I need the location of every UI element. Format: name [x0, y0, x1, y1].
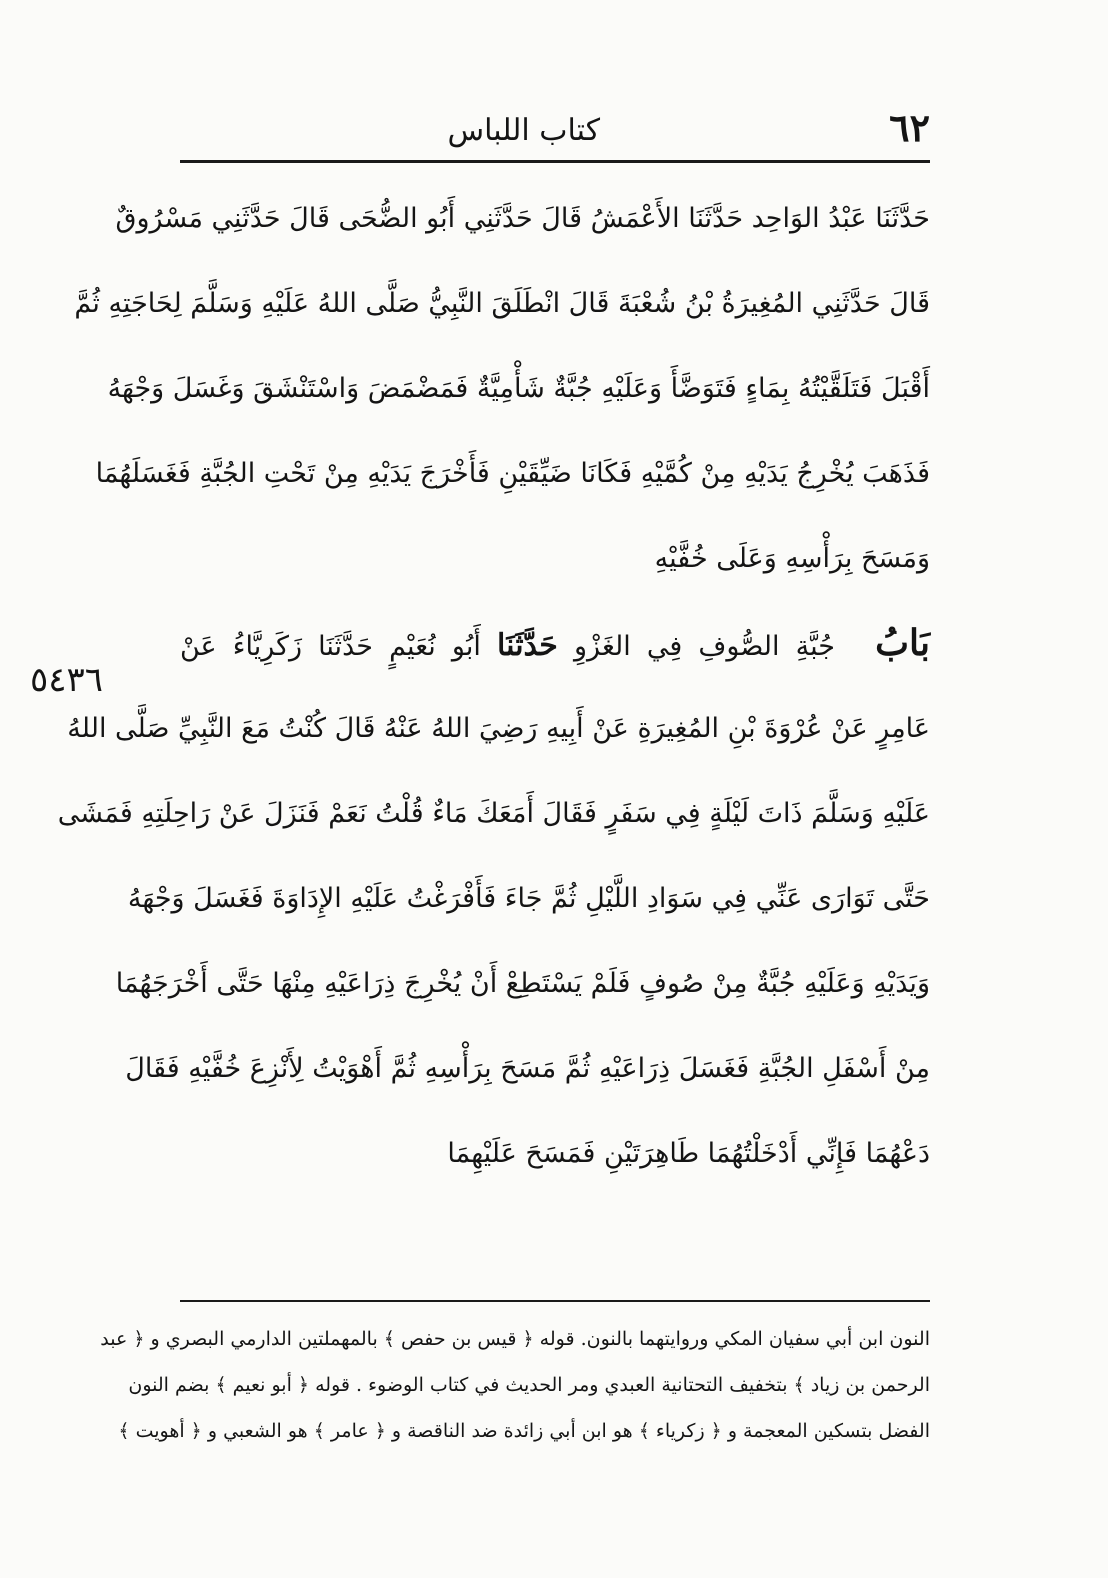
running-title: كتاب اللباس	[447, 113, 600, 148]
footnote-rule	[180, 1300, 930, 1302]
text-line: دَعْهُمَا فَإِنِّي أَدْخَلْتُهُمَا طَاهِرَتَيْنِ فَمَسَحَ عَلَيْهِمَا	[447, 1138, 930, 1169]
text-line: وَمَسَحَ بِرَأْسِهِ وَعَلَى خُفَّيْهِ	[654, 543, 930, 574]
text-line: عَلَيْهِ وَسَلَّمَ ذَاتَ لَيْلَةٍ فِي سَفَرٍ فَقَالَ أَمَعَكَ مَاءٌ قُلْتُ نَعَمْ فَنَزَلَ عَنْ رَاحِلَتِهِ فَمَشَى	[57, 798, 930, 829]
hadith-number: ٥٤٣٦	[30, 660, 104, 700]
text-line: قَالَ حَدَّثَنِي المُغِيرَةُ بْنُ شُعْبَةَ قَالَ انْطَلَقَ النَّبِيُّ صَلَّى اللهُ عَلَيْهِ وَسَلَّمَ لِحَاجَتِهِ ثُمَّ	[74, 288, 930, 319]
footnote-line: الرحمن بن زياد ﴾ بتخفيف التحتانية العبدي ومر الحديث في كتاب الوضوء . قوله ﴿ أبو نعيم ﴾ بضم النون	[128, 1374, 930, 1396]
text-line: وَيَدَيْهِ وَعَلَيْهِ جُبَّةٌ مِنْ صُوفٍ فَلَمْ يَسْتَطِعْ أَنْ يُخْرِجَ ذِرَاعَيْهِ مِنْهَا حَتَّى أَخْرَجَهُمَا	[115, 968, 930, 999]
text-line: فَذَهَبَ يُخْرِجُ يَدَيْهِ مِنْ كُمَّيْهِ فَكَانَا ضَيِّقَيْنِ فَأَخْرَجَ يَدَيْهِ مِنْ تَحْتِ الجُبَّةِ فَغَسَلَهُمَا	[95, 458, 930, 489]
header-rule	[180, 160, 930, 163]
text-line: مِنْ أَسْفَلِ الجُبَّةِ فَغَسَلَ ذِرَاعَيْهِ ثُمَّ مَسَحَ بِرَأْسِهِ ثُمَّ أَهْوَيْتُ لِأَنْزِعَ خُفَّيْهِ فَقَالَ	[125, 1053, 930, 1084]
text-line: أَقْبَلَ فَتَلَقَّيْتُهُ بِمَاءٍ فَتَوَضَّأَ وَعَلَيْهِ جُبَّةٌ شَأْمِيَّةٌ فَمَضْمَضَ وَاسْتَنْشَقَ وَغَسَلَ وَجْهَهُ	[107, 373, 930, 404]
page-number: ٦٢	[889, 105, 930, 150]
text-line: عَامِرٍ عَنْ عُرْوَةَ بْنِ المُغِيرَةِ عَنْ أَبِيهِ رَضِيَ اللهُ عَنْهُ قَالَ كُنْتُ مَعَ النَّبِيِّ صَلَّى اللهُ	[67, 713, 930, 744]
page-header	[180, 100, 930, 156]
footnotes	[100, 1316, 930, 1454]
text-line: حَتَّى تَوَارَى عَنِّي فِي سَوَادِ اللَّيْلِ ثُمَّ جَاءَ فَأَفْرَغْتُ عَلَيْهِ الإِدَاوَةَ فَغَسَلَ وَجْهَهُ	[127, 883, 930, 914]
footnote-line: النون ابن أبي سفيان المكي وروايتهما بالنون. قوله ﴿ قيس بن حفص ﴾ بالمهملتين الدارمي البصري و ﴿ عبد	[100, 1328, 930, 1350]
text-line: حَدَّثَنَا عَبْدُ الوَاحِد حَدَّثَنَا الأَعْمَشُ قَالَ حَدَّثَنِي أَبُو الضُّحَى قَالَ حَدَّثَنِي مَسْرُوقٌ	[115, 203, 930, 234]
bab-heading: بَابُ	[875, 622, 930, 664]
bab-title: جُبَّةِ الصُّوفِ فِي الغَزْوِ	[574, 631, 835, 662]
haddathana-mark: حَدَّثَنَا	[497, 628, 558, 663]
bab-line	[180, 601, 930, 686]
footnote-line: الفضل بتسكين المعجمة و ﴿ زكرياء ﴾ هو ابن أبي زائدة ضد الناقصة و ﴿ عامر ﴾ هو الشعبي و ﴿ أهويت ﴾	[118, 1420, 930, 1442]
bab-line-rest: أَبُو نُعَيْمٍ حَدَّثَنَا زَكَرِيَّاءُ عَنْ	[180, 631, 481, 662]
